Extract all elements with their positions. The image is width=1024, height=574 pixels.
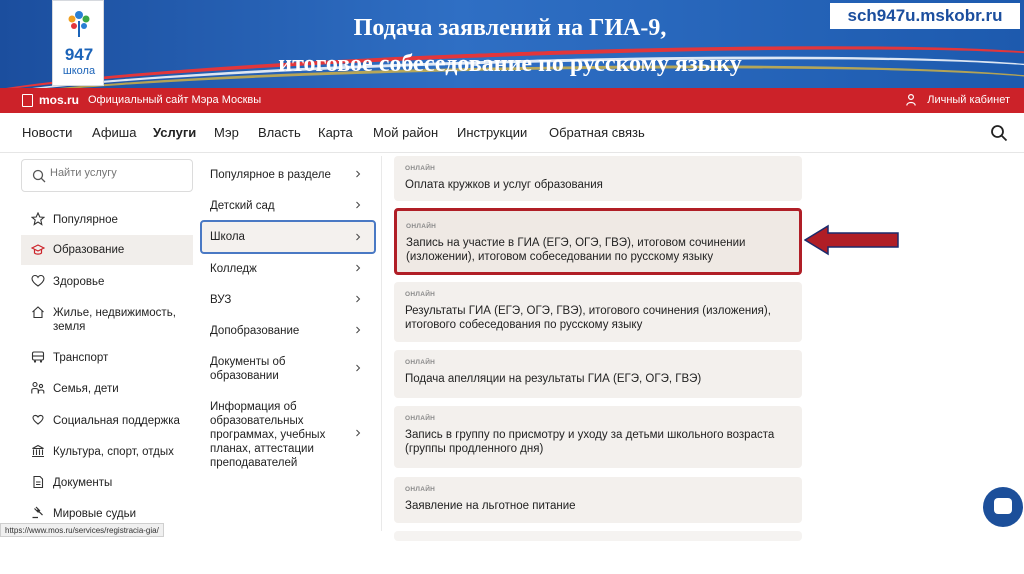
online-badge: ОНЛАЙН: [405, 359, 436, 366]
service-title: Оплата кружков и услуг образования: [405, 179, 603, 191]
nav-item-instructions[interactable]: Инструкции: [457, 125, 528, 140]
submenu-item-label: ВУЗ: [210, 294, 232, 306]
service-title: Заявление на льготное питание: [405, 500, 576, 512]
submenu-item-additional-education[interactable]: [200, 316, 376, 346]
slide-banner: [0, 0, 1024, 88]
chevron-right-icon: [354, 295, 362, 303]
submenu-item-education-documents[interactable]: [200, 350, 376, 388]
official-site-label[interactable]: Официальный сайт Мэра Москвы: [88, 94, 262, 106]
sidebar-item-label: Популярное: [53, 214, 118, 226]
submenu-item-kindergarten[interactable]: [200, 191, 376, 221]
chevron-right-icon: [354, 201, 362, 209]
sidebar-item-culture[interactable]: [21, 442, 193, 462]
mos-logo-icon[interactable]: [22, 94, 33, 107]
sidebar-item-popular[interactable]: [21, 210, 193, 230]
online-badge: ОНЛАЙН: [406, 223, 437, 230]
sidebar-item-documents[interactable]: [21, 473, 193, 493]
house-icon: [31, 305, 45, 319]
service-card-partial: [394, 531, 802, 541]
submenu-item-label: Детский сад: [210, 200, 275, 212]
nav-item-map[interactable]: Карта: [318, 125, 353, 140]
service-card-gia-results[interactable]: [394, 282, 802, 342]
submenu-item-label: Документы об образовании: [210, 356, 286, 382]
column-divider: [381, 156, 382, 531]
sidebar-item-label: Транспорт: [53, 352, 109, 364]
nav-item-my-district[interactable]: Мой район: [373, 125, 439, 140]
submenu-item-school[interactable]: [200, 220, 376, 254]
gavel-icon: [31, 505, 45, 519]
online-badge: ОНЛАЙН: [405, 486, 436, 493]
service-title: Запись на участие в ГИА (ЕГЭ, ОГЭ, ГВЭ), итоговом сочинении (изложении), итоговом собеседовании по русскому языку: [406, 237, 746, 263]
submenu-item-program-info[interactable]: [200, 395, 376, 475]
document-icon: [31, 475, 45, 489]
chat-bubble-icon: [994, 498, 1012, 514]
pointer-arrow-icon: [804, 224, 900, 256]
online-badge: ОНЛАЙН: [405, 291, 436, 298]
mos-top-bar: [0, 88, 1024, 113]
online-badge: ОНЛАЙН: [405, 415, 436, 422]
chevron-right-icon: [354, 170, 362, 178]
sidebar-item-judges[interactable]: [21, 504, 193, 522]
submenu-item-label: Популярное в разделе: [210, 169, 331, 181]
sidebar-item-social-support[interactable]: [21, 411, 193, 431]
chevron-right-icon: [354, 264, 362, 272]
service-title: Запись в группу по присмотру и уходу за детьми школьного возраста (группы продленного дня): [405, 429, 775, 455]
bus-icon: [31, 350, 45, 364]
personal-cabinet-link[interactable]: Личный кабинет: [927, 94, 1010, 106]
service-card-extended-day[interactable]: [394, 406, 802, 468]
nav-item-feedback[interactable]: Обратная связь: [549, 125, 645, 140]
sidebar-item-education[interactable]: [21, 235, 193, 265]
chat-button[interactable]: [983, 487, 1023, 527]
service-card-discount-meals[interactable]: [394, 477, 802, 523]
main-nav: [0, 113, 1024, 153]
service-title: Результаты ГИА (ЕГЭ, ОГЭ, ГВЭ), итогового сочинения (изложения), итогового собеседования по русскому языку: [405, 305, 771, 331]
service-card-gia-registration[interactable]: [394, 208, 802, 275]
chevron-right-icon: [354, 364, 362, 372]
sidebar-item-label: Социальная поддержка: [53, 415, 180, 427]
user-icon[interactable]: [906, 94, 916, 106]
family-icon: [31, 381, 45, 395]
sidebar-item-label: Мировые судьи: [53, 508, 137, 520]
submenu-item-college[interactable]: [200, 254, 376, 284]
heart-hand-icon: [31, 413, 45, 427]
slide-title: [160, 10, 860, 82]
sidebar-item-label: Семья, дети: [53, 383, 119, 395]
browser-status-url: https://www.mos.ru/services/registracia-gia/: [0, 523, 164, 537]
sidebar-item-health[interactable]: [21, 272, 193, 292]
sidebar-item-housing[interactable]: [21, 303, 193, 335]
museum-icon: [31, 444, 45, 458]
tree-logo-icon: [63, 7, 95, 39]
service-card-gia-appeal[interactable]: [394, 350, 802, 398]
logo-number: 947: [64, 45, 94, 64]
service-search-box[interactable]: [21, 159, 193, 192]
sidebar-item-label: Образование: [53, 244, 125, 256]
search-icon: [32, 169, 46, 183]
search-icon[interactable]: [990, 124, 1008, 142]
sidebar-item-transport[interactable]: [21, 348, 193, 368]
school-logo: [52, 0, 104, 86]
sidebar-item-label: Документы: [53, 477, 113, 489]
submenu-item-popular[interactable]: [200, 160, 376, 190]
chevron-right-icon: [354, 326, 362, 334]
sidebar-item-label: Здоровье: [53, 276, 105, 288]
submenu-item-label: Информация об образовательных программах, учебных планах, аттестации преподавателей: [210, 401, 326, 469]
nav-item-services[interactable]: Услуги: [153, 125, 197, 140]
nav-item-mayor[interactable]: Мэр: [214, 125, 239, 140]
service-card-club-payment[interactable]: [394, 156, 802, 201]
submenu-item-label: Колледж: [210, 263, 257, 275]
sidebar-item-label: Культура, спорт, отдых: [53, 446, 174, 458]
graduation-cap-icon: [31, 243, 45, 257]
submenu-item-label: Школа: [210, 231, 245, 243]
submenu-item-label: Допобразование: [210, 325, 300, 337]
school-site-url: sch947u.mskobr.ru: [830, 3, 1020, 29]
mos-logo-text[interactable]: mos.ru: [39, 93, 80, 107]
service-title: Подача апелляции на результаты ГИА (ЕГЭ, ОГЭ, ГВЭ): [405, 373, 702, 385]
online-badge: ОНЛАЙН: [405, 165, 436, 172]
submenu-item-university[interactable]: [200, 285, 376, 315]
nav-item-authority[interactable]: Власть: [258, 125, 301, 140]
service-search-input[interactable]: [50, 167, 190, 179]
nav-item-afisha[interactable]: Афиша: [92, 125, 137, 140]
logo-word: школа: [62, 65, 96, 77]
heart-icon: [31, 274, 45, 288]
chevron-right-icon: [354, 429, 362, 437]
slide-title-line-2: итоговое собеседование по русскому языку: [278, 51, 742, 77]
sidebar-item-label: Жилье, недвижимость, земля: [53, 307, 176, 333]
sidebar-item-family[interactable]: [21, 379, 193, 399]
star-icon: [31, 212, 45, 226]
nav-item-news[interactable]: Новости: [22, 125, 73, 140]
chevron-right-icon: [354, 233, 362, 241]
slide-title-line-1: Подача заявлений на ГИА-9,: [353, 15, 667, 41]
